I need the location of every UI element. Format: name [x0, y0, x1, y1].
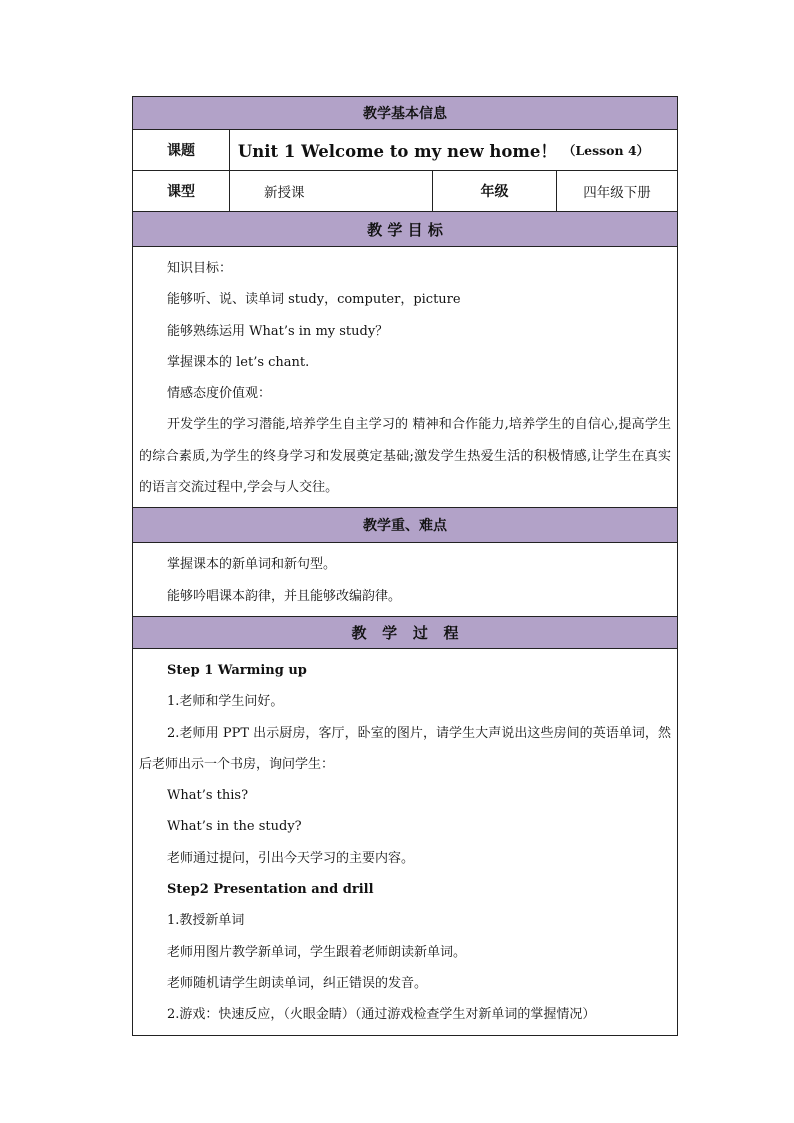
basic-info-header-text: 教学基本信息 — [363, 106, 447, 122]
step2-title: Step2 Presentation and drill — [167, 882, 374, 898]
key-points-block — [133, 543, 677, 616]
objective-line: 知识目标： — [167, 261, 233, 276]
topic-value: Unit 1 Welcome to my new home！ — [237, 142, 557, 161]
grade-label-text: 年级 — [480, 184, 509, 200]
question-line: What’s in the study? — [167, 819, 302, 835]
topic-row — [133, 130, 677, 171]
objective-paragraph: 开发学生的学习潜能,培养学生自主学习的 精神和合作能力,培养学生的自信心,提高学生的综合素质,为学生的终身学习和发展奠定基础;激发学生热爱生活的积极情感,让学生在真实的语言交流过程中,学会与人交往。 — [139, 417, 671, 496]
grade-value: 四年级下册 — [583, 185, 651, 201]
grade-value-cell — [557, 171, 677, 211]
topic-label-text: 课题 — [167, 143, 195, 159]
topic-lesson: （Lesson 4） — [562, 143, 650, 158]
step2-item: 老师用图片教学新单词，学生跟着老师朗读新单词。 — [167, 944, 467, 960]
key-points-header-text: 教学重、难点 — [363, 518, 447, 535]
type-row — [133, 171, 677, 212]
topic-label — [133, 130, 230, 170]
topic-value-cell — [230, 130, 677, 170]
process-header — [133, 617, 677, 649]
type-value: 新授课 — [264, 185, 305, 201]
lesson-plan-table — [132, 96, 678, 1036]
step1-title: Step 1 Warming up — [167, 662, 307, 678]
objective-line: 能够熟练运用 What’s in my study？ — [167, 323, 389, 339]
key-point-line: 掌握课本的新单词和新句型。 — [167, 557, 337, 573]
step1-item: 2.老师用 PPT 出示厨房，客厅，卧室的图片，请学生大声说出这些房间的英语单词，然后老师出示一个书房，询问学生： — [139, 725, 671, 772]
process-block — [133, 649, 677, 1035]
objectives-header-text: 教 学 目 标 — [367, 220, 443, 239]
basic-info-header — [133, 97, 677, 130]
type-label — [133, 171, 230, 211]
type-label-text: 课型 — [167, 184, 195, 200]
step2-item: 老师随机请学生朗读单词，纠正错误的发音。 — [167, 975, 428, 991]
key-points-content — [133, 543, 677, 617]
step2-item: 1.教授新单词 — [167, 913, 245, 929]
objective-line: 掌握课本的 let’s chant. — [167, 354, 310, 370]
step1-item: 1.老师和学生问好。 — [167, 694, 284, 710]
step1-end: 老师通过提问，引出今天学习的主要内容。 — [167, 850, 415, 866]
question-line: What’s this? — [167, 788, 249, 804]
key-points-header — [133, 508, 677, 543]
step2-item: 2.游戏：快速反应，（火眼金睛）（通过游戏检查学生对新单词的掌握情况） — [167, 1007, 596, 1023]
process-header-text: 教 学 过 程 — [351, 623, 459, 642]
objective-line: 情感态度价值观： — [167, 386, 272, 402]
key-point-line: 能够吟唱课本韵律，并且能够改编韵律。 — [167, 588, 402, 604]
objectives-content — [133, 247, 677, 508]
objective-line: 能够听、说、读单词 study，computer，picture — [167, 292, 461, 308]
objectives-header — [133, 212, 677, 247]
process-content — [133, 649, 677, 1035]
objectives-block — [133, 247, 677, 507]
type-value-cell — [230, 171, 433, 211]
grade-label — [433, 171, 557, 211]
